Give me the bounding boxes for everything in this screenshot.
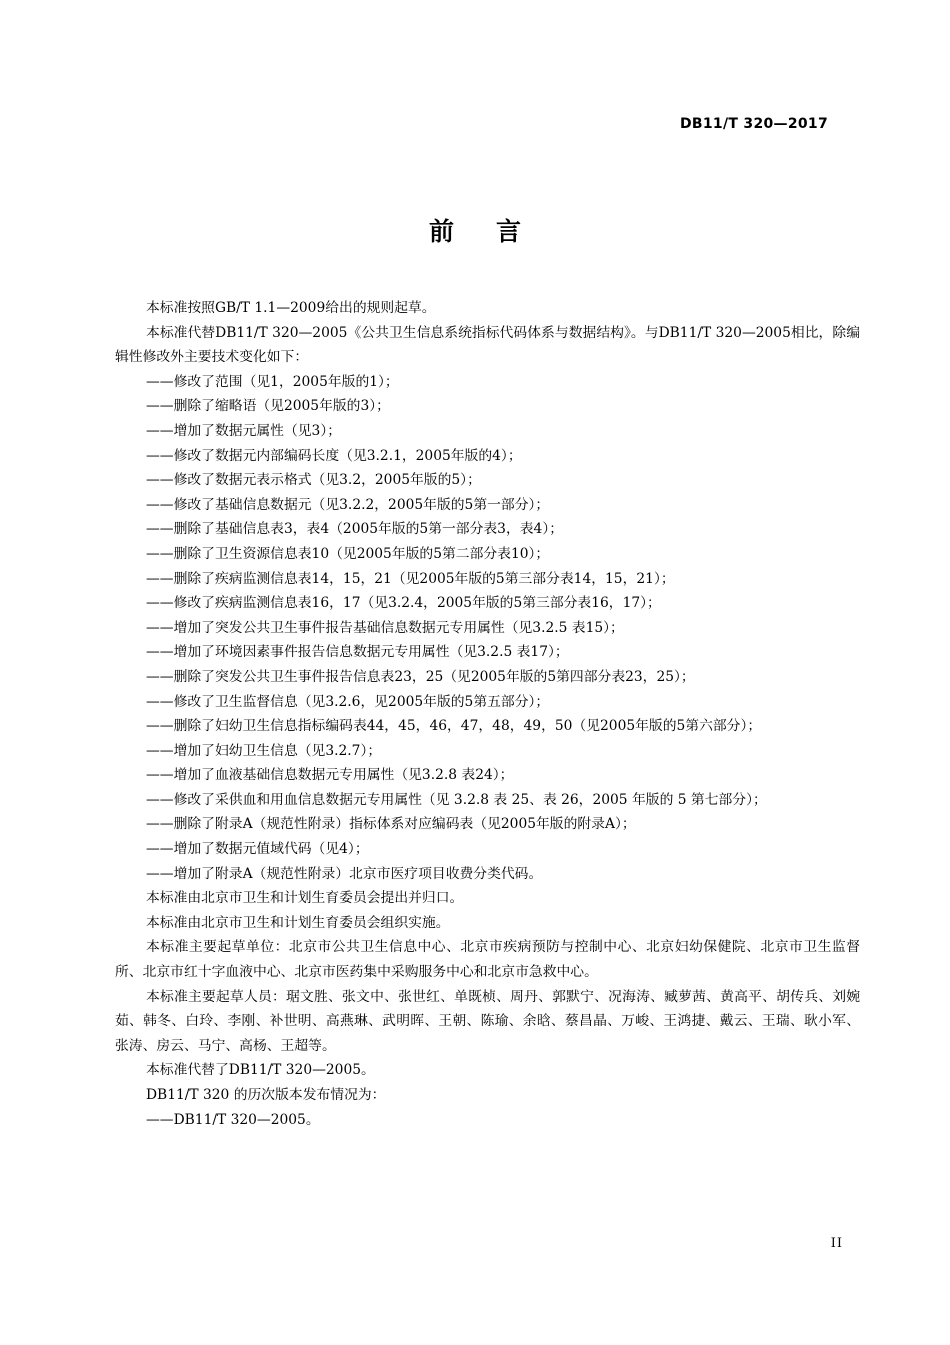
history-item: ——DB11/T 320—2005。 [146,1111,320,1128]
list-item: ——删除了基础信息表3，表4（2005年版的5第一部分表3，表4）； [146,521,564,538]
drafting-persons: 本标准主要起草人员：琚文胜、张文中、张世红、单既桢、周丹、郭默宁、况海涛、臧萝茜、黄高平、胡传兵、刘婉茹、韩冬、白玲、李刚、补世明、高燕琳、武明晖、王朝、陈瑜、余晗、蔡昌晶、万峻、王鸿捷、戴云、王瑞、耿小军、张涛、房云、马宁、高杨、王超等。 [115,988,860,1054]
list-item: ——修改了范围（见1，2005年版的1）； [146,373,399,390]
list-item: ——增加了环境因素事件报告信息数据元专用属性（见3.2.5 表17）； [146,644,569,661]
closing-paragraph: 本标准由北京市卫生和计划生育委员会提出并归口。 [146,890,464,907]
changes-list [115,370,860,886]
list-item: ——删除了疾病监测信息表14，15，21（见2005年版的5第三部分表14，15，21）； [146,570,675,587]
list-item: ——修改了基础信息数据元（见3.2.2，2005年版的5第一部分）； [146,496,550,513]
closing-paragraph: 本标准由北京市卫生和计划生育委员会组织实施。 [146,914,450,931]
intro-paragraph: 本标准代替DB11/T 320—2005《公共卫生信息系统指标代码体系与数据结构》。与DB11/T 320—2005相比，除编辑性修改外主要技术变化如下： [115,324,860,366]
list-item: ——删除了妇幼卫生信息指标编码表44，45，46，47，48，49，50（见2005年版的5第六部分）； [146,718,762,735]
list-item: ——增加了附录A（规范性附录）北京市医疗项目收费分类代码。 [146,865,543,882]
list-item: ——修改了采供血和用血信息数据元专用属性（见 3.2.8 表 25、表 26，2005 年版的 5 第七部分）； [146,791,767,808]
list-item: ——修改了数据元内部编码长度（见3.2.1，2005年版的4）； [146,447,522,464]
list-item: ——删除了缩略语（见2005年版的3）； [146,398,390,415]
closing-paragraph: DB11/T 320 的历次版本发布情况为： [146,1087,386,1103]
list-item: ——修改了数据元表示格式（见3.2，2005年版的5）； [146,472,481,489]
list-item: ——增加了突发公共卫生事件报告基础信息数据元专用属性（见3.2.5 表15）； [146,619,624,636]
document-body [115,296,860,1132]
list-item: ——修改了疾病监测信息表16，17（见3.2.4，2005年版的5第三部分表16，17）； [146,595,661,612]
drafting-units: 本标准主要起草单位：北京市公共卫生信息中心、北京市疾病预防与控制中心、北京妇幼保健院、北京市卫生监督所、北京市红十字血液中心、北京市医药集中采购服务中心和北京市急救中心。 [115,939,860,981]
list-item: ——修改了卫生监督信息（见3.2.6，见2005年版的5第五部分）； [146,693,550,710]
intro-paragraph: 本标准按照GB/T 1.1—2009给出的规则起草。 [146,300,436,316]
page-number: II [830,1236,843,1251]
list-item: ——增加了妇幼卫生信息（见3.2.7）； [146,742,382,759]
closing-paragraph: 本标准代替了DB11/T 320—2005。 [146,1062,375,1079]
list-item: ——增加了数据元值域代码（见4）； [146,841,369,858]
page-title: 前言 [428,217,563,246]
list-item: ——增加了数据元属性（见3）； [146,422,342,439]
list-item: ——删除了卫生资源信息表10（见2005年版的5第二部分表10）； [146,545,550,562]
list-item: ——增加了血液基础信息数据元专用属性（见3.2.8 表24）； [146,767,514,784]
list-item: ——删除了附录A（规范性附录）指标体系对应编码表（见2005年版的附录A）； [146,816,636,833]
list-item: ——删除了突发公共卫生事件报告信息表23，25（见2005年版的5第四部分表23，25）； [146,668,695,685]
standard-code: DB11/T 320—2017 [680,116,828,132]
